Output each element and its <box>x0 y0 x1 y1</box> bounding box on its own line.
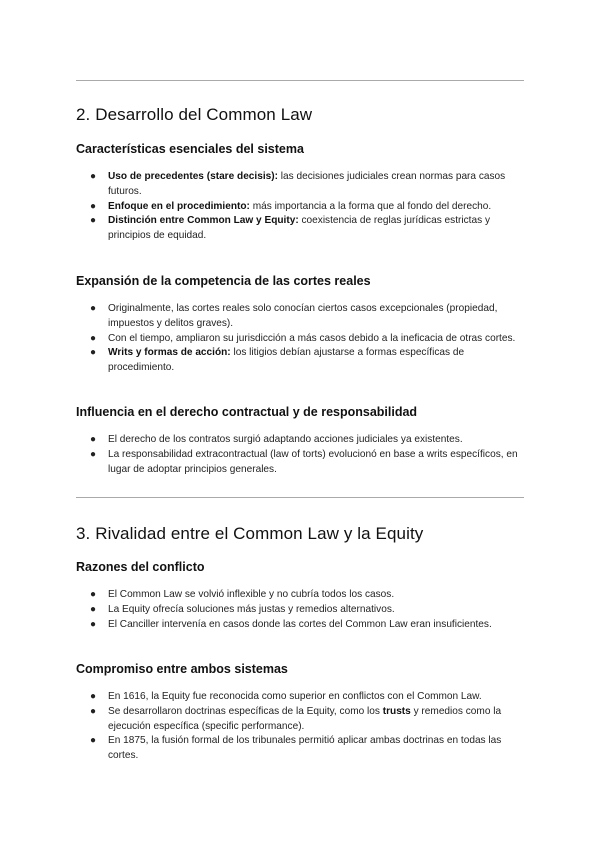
bullet-list <box>76 690 526 764</box>
list-item: ● Se desarrollaron doctrinas específicas de la Equity, como los trusts y remedios como la ejecución específica (specific performance). <box>90 705 502 732</box>
subsection-heading: Expansión de la competencia de las cortes reales <box>76 274 371 288</box>
bullet-icon: ● <box>90 691 97 702</box>
list-item: ● El Common Law se volvió inflexible y no cubría todos los casos. <box>76 588 526 603</box>
section-title: 3. Rivalidad entre el Common Law y la Equity <box>76 524 424 543</box>
list-item: ● Con el tiempo, ampliaron su jurisdicción a más casos debido a la ineficacia de otras cortes. <box>76 332 526 347</box>
list-item: ● Distinción entre Common Law y Equity: coexistencia de reglas jurídicas estrictas y principios de equidad. <box>90 215 490 242</box>
section-divider <box>76 497 524 498</box>
bullet-icon: ● <box>90 735 97 747</box>
bullet-icon: ● <box>90 434 97 445</box>
list-item: ● El Canciller intervenía en casos donde las cortes del Common Law eran insuficientes. <box>76 618 526 633</box>
bullet-icon: ● <box>90 332 97 344</box>
section-divider <box>76 80 524 81</box>
list-item: ● Originalmente, las cortes reales solo conocían ciertos casos excepcionales (propiedad, impuestos y delitos graves). <box>90 303 498 329</box>
section-title: 2. Desarrollo del Common Law <box>76 105 313 124</box>
list-item: ● En 1616, la Equity fue reconocida como superior en conflictos con el Common Law. <box>76 690 526 705</box>
subsection-heading: Razones del conflicto <box>76 560 205 574</box>
list-item: ● La responsabilidad extracontractual (law of torts) evolucionó en base a writs específicos, en lugar de adoptar principios generales. <box>90 448 518 475</box>
bullet-icon: ● <box>90 448 97 460</box>
bullet-list <box>76 588 526 632</box>
bullet-icon: ● <box>90 705 97 717</box>
bullet-icon: ● <box>90 200 97 212</box>
subsection-heading: Características esenciales del sistema <box>76 142 304 156</box>
subsection-heading: Compromiso entre ambos sistemas <box>76 662 288 676</box>
subsection-heading: Influencia en el derecho contractual y de responsabilidad <box>76 405 418 419</box>
bullet-icon: ● <box>90 589 97 600</box>
list-item: ● La Equity ofrecía soluciones más justas y remedios alternativos. <box>76 603 526 618</box>
bullet-icon: ● <box>90 303 97 314</box>
bullet-list <box>76 302 526 376</box>
list-item: ● Uso de precedentes (stare decisis): las decisiones judiciales crean normas para casos futuros. <box>90 171 506 197</box>
bullet-list <box>76 433 526 477</box>
list-item: ● El derecho de los contratos surgió adaptando acciones judiciales ya existentes. <box>76 433 526 448</box>
bullet-icon: ● <box>90 603 97 615</box>
bullet-icon: ● <box>90 171 97 182</box>
list-item: ● Writs y formas de acción: los litigios debían ajustarse a formas específicas de procedimiento. <box>90 347 465 374</box>
bullet-icon: ● <box>90 215 97 227</box>
bullet-icon: ● <box>90 347 97 359</box>
list-item: ● Enfoque en el procedimiento: más importancia a la forma que al fondo del derecho. <box>76 200 526 215</box>
list-item: ● En 1875, la fusión formal de los tribunales permitió aplicar ambas doctrinas en todas las cortes. <box>90 735 502 762</box>
bullet-list <box>76 170 526 244</box>
bullet-icon: ● <box>90 618 97 630</box>
